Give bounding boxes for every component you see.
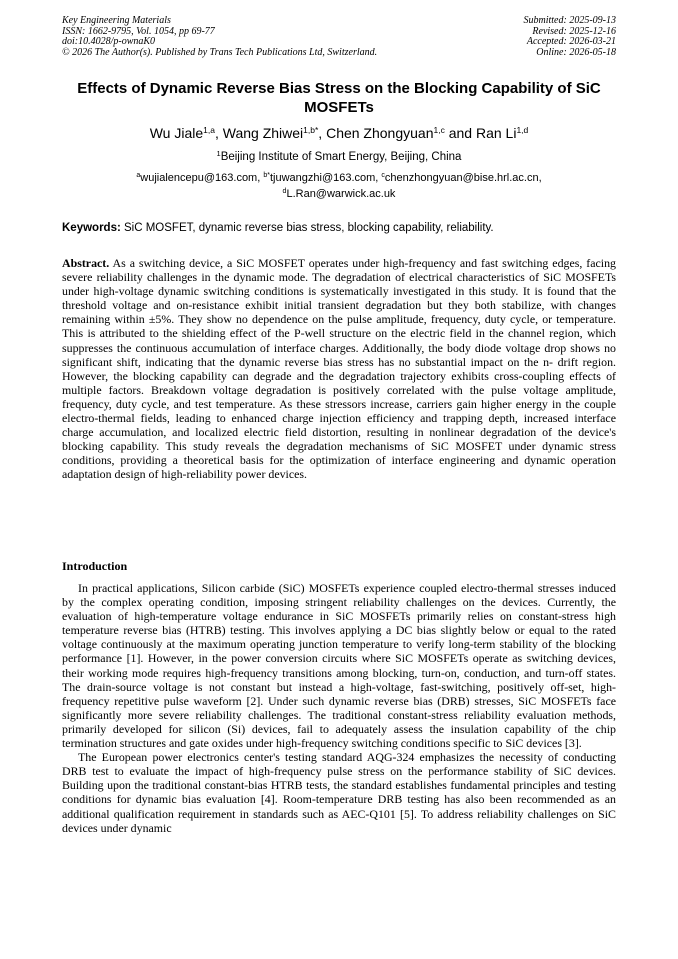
email-address: wujialencepu@163.com, [140,172,264,184]
email-mark: a [136,172,141,179]
email-line [62,171,616,187]
keywords [62,221,616,235]
author-emails [62,171,616,202]
author-affiliation-mark: 1,c [433,125,445,135]
abstract-text: As a switching device, a SiC MOSFET operates under high-frequency and fast switching edges, facing severe reliability challenges in the dynamic mode. The degradation of electrical characteristics of SiC MOSFETs under high-voltage dynamic switching conditions is systematically investigated in this study. It is found that the threshold voltage and on-resistance exhibit initial transient degradation but they both stabilize, with changes remaining within ±5%. They show no dependence on the pulse amplitude, frequency, duty cycle, or temperature. This is attributed to the shielding effect of the P-well structure on the electric field in the channel region, which suppresses the continuous accumulation of interface charges. Additionally, the body diode voltage drop shows no significant shift, indicating that the dynamic reverse bias stress has no substantial impact on the n- drift region. However, the blocking capability can degrade and the degradation trajectory exhibits cross-coupling effects of multiple factors. Breakdown voltage degradation is positively correlated with the pulse voltage amplitude, frequency, duty cycle, and test temperature. As these stressors increase, carriers gain higher energy in the couple electro-thermal fields, leading to enhanced charge injection efficiency and trapping depth, increased interface charge accumulation, and localized electric field distortion, resulting in nonlinear degradation of the device's blocking capability. This study reveals the degradation mechanisms of SiC MOSFET under dynamic stress conditions, providing a theoretical basis for the optimization of interface engineering and dynamic operation adaptation design of high-reliability power devices. [62,256,616,482]
journal-copyright: © 2026 The Author(s). Published by Trans Tech Publications Ltd, Switzerland. [62,46,378,58]
email-address: L.Ran@warwick.ac.uk [286,187,396,200]
paragraph: In practical applications, Silicon carbide (SiC) MOSFETs experience coupled electro-thermal stresses induced by the complex operating condition, imposing stringent reliability challenges on the devices. Currently, the evaluation of high-temperature voltage endurance in SiC MOSFETs primarily relies on constant-stress high temperature reverse bias (HTRB) testing. This involves applying a DC bias slightly below or equal to the rated voltage continuously at the maximum operating junction temperature to verify long-term stability of the blocking performance [1]. However, in the power conversion circuits where SiC MOSFETs operate as switching devices, their working mode requires high-frequency transitions among blocking, turn-on, conduction, and turn-off states. The drain-source voltage is not constant but instead a high-voltage, fast-switching, positively off-set, high-frequency repetitive pulse waveform [2]. Under such dynamic reverse bias (DRB) stresses, SiC MOSFETs face significantly more severe reliability challenges. The traditional constant-stress reliability evaluation methods, primarily developed for silicon (Si) devices, fail to adequately assess the insulation capability of the chip termination structures and gate oxides under high-frequency switching conditions specific to SiC devices [3]. [62,581,616,751]
email-address: tjuwangzhi@163.com, [269,172,382,184]
author-affiliation-mark: 1,b* [303,125,319,135]
introduction-body [62,581,616,835]
affiliation-mark: 1 [216,149,221,158]
author-list: Wu Jiale$^{1,a}$, Wang Zhiwei$^{1,b*}$, Chen Zhongyuan$^{1,c}$ and Ran Li$^{1,d}$ [149,125,529,141]
author-name: Wu Jiale [149,125,204,141]
section-heading-introduction: Introduction [62,559,128,573]
abstract [62,256,616,482]
journal-issn: ISSN: 1662-9795, Vol. 1054, pp 69-77 [62,25,215,37]
journal-doi: doi:10.4028/p-ownaK0 [62,36,156,48]
keywords-label: Keywords: [62,222,121,234]
author-name: Ran Li [475,125,517,141]
email-mark: d [282,187,287,195]
author-name: Wang Zhiwei [222,125,304,141]
journal-name: Key Engineering Materials [62,15,171,26]
author-affiliation-mark: 1,a [203,125,215,135]
date-accepted: Accepted: 2026-03-21 [526,36,616,48]
author-name: Chen Zhongyuan [326,125,434,141]
email-address: chenzhongyuan@bise.hrl.ac.cn, [384,172,542,184]
affiliation [62,150,616,164]
email-mark: b* [263,172,270,179]
keywords-text: SiC MOSFET, dynamic reverse bias stress, blocking capability, reliability. [124,222,494,234]
affiliation-text: Beijing Institute of Smart Energy, Beijing, China [220,151,462,163]
author-affiliation-mark: 1,d [516,125,529,135]
publication-dates [524,16,617,58]
paragraph: The European power electronics center's testing standard AQG-324 emphasizes the necessity of conducting DRB test to evaluate the impact of high-frequency pulse stress on the performance stability of SiC devices. Building upon the traditional constant-bias HTRB tests, the standard establishes fundamental principles and testing conditions for dynamic bias evaluation [4]. Room-temperature DRB testing has also been recommended as an additional qualification requirement in standards such as AEC-Q101 [5]. To address reliability challenges on SiC devices under dynamic [62,750,616,835]
email-mark: c [381,172,385,179]
date-online: Online: 2026-05-18 [536,46,616,58]
journal-info [62,16,377,58]
date-revised: Revised: 2025-12-16 [532,25,616,37]
paper-title: Effects of Dynamic Reverse Bias Stress on the Blocking Capability of SiC MOSFETs [77,80,601,116]
abstract-label: Abstract. [62,256,110,270]
date-submitted: Submitted: 2025-09-13 [523,15,616,26]
email-line [62,187,616,203]
